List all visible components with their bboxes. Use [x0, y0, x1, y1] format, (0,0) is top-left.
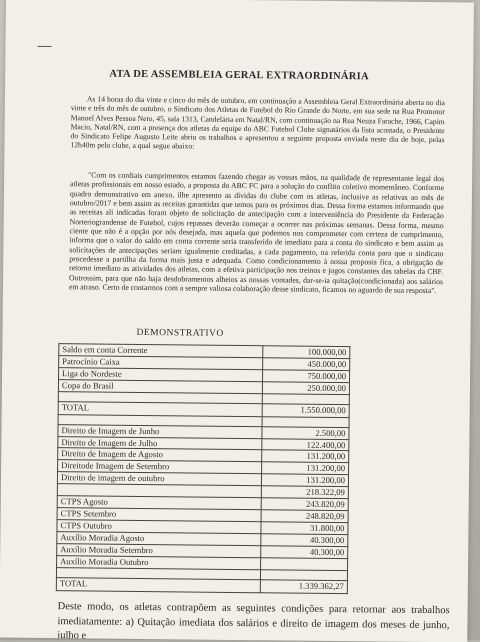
row-label: Auxílio Moradia Setembro	[57, 543, 261, 557]
row-value: 250.000,00	[262, 381, 349, 394]
demonstrativo-label: DEMONSTRATIVO	[136, 327, 224, 339]
row-value: 131.200,00	[262, 450, 349, 463]
row-value: 218.322,09	[261, 486, 348, 499]
row-value: 243.820,09	[261, 498, 348, 511]
row-value: 750.000,00	[263, 370, 350, 383]
total-value: 1.550.000,00	[262, 403, 349, 417]
row-label: Direito de Imagem de Junho	[58, 424, 262, 438]
document-title: ATA DE ASSEMBLEIA GERAL EXTRAORDINÁRIA	[109, 68, 370, 83]
row-value: 100.000,00	[263, 346, 350, 359]
total-label: TOTAL	[58, 401, 262, 416]
page-mark	[37, 46, 51, 47]
row-value	[261, 557, 348, 570]
row-value: 450.000,00	[263, 358, 350, 371]
row-label: Copa do Brasil	[58, 379, 262, 393]
demonstrativo-table	[56, 343, 351, 594]
row-value: 31.800,00	[261, 522, 348, 535]
row-value: 131.200,00	[262, 462, 349, 475]
row-value: 131.200,00	[261, 474, 348, 487]
row-label: Direito de Imagem de Agosto	[58, 448, 262, 462]
row-label: Saldo em conta Corrente	[59, 344, 263, 358]
table-row-total	[56, 577, 347, 593]
closing-paragraph: Deste modo, os atletas contrapõem as seguintes condições para retornar aos trabalhos imediatamente: a) Quitação imediata dos salários e direito de imagem dos meses de junho, julho e	[57, 601, 450, 642]
row-label: CTPS Outubro	[57, 519, 261, 533]
row-label: Auxílio Moradia Agosto	[57, 531, 261, 545]
row-label: Direitode Imagem de Setembro	[58, 460, 262, 474]
row-label: Patrocínio Caixa	[59, 356, 263, 370]
total-value: 1.339.362,27	[260, 579, 347, 593]
row-label: CTPS Agosto	[57, 496, 261, 510]
row-value: 2.500,00	[262, 426, 349, 439]
row-label: Liga do Nordeste	[59, 367, 263, 381]
row-value: 40.300,00	[261, 534, 348, 547]
opening-paragraph: As 14 horas do dia vinte e cinco do mês de outubro, em continuação a Assembleia Geral Extraordinária aberta no dia vinte e três do mês de outubro, o Sindicato dos Atletas de Futebol do Rio Grande do Norte, em sua sede na Rua Promotor Manoel Alves Pessoa Neto, 45, sala 1313, Candelária em Natal/RN, com continuação na Rua Neuza Farache, 1966, Capim Macio, Natal/RN, com a presença dos atletas da equipe do ABC Futebol Clube signatários da lista acostada, o Presidente do Sindicato Felipe Augusto Leite abriu os trabalhos e apresentou a seguinte proposta enviada neste dia de hoje, pelas 12h40m pelo clube, a qual segue abaixo:	[70, 94, 445, 152]
row-value: 248.820,09	[261, 510, 348, 523]
row-label: Direito de imagem de outubro	[57, 472, 261, 486]
proposal-paragraph: "Com os cordiais cumprimentos estamos fazendo chegar as vossas mãos, na qualidade de representante legal dos atletas profissionais em nosso estado, a proposta do ABC FC para a solução do conflito coletivo momentâneo. Conforme quadro demonstrativo em anexo, ilhe apresento as dívidas do clube com os atletas, inclusive as relativas ao mês de outubro/2017 e bem assim as receitas garantidas que temos para os próximos dias. Dessa forma estamos informando que as receitas ali indicadas foram objeto de solicitação de antecipação com a interveniência do Presidente da Federação Norteriograndense de Futebol, cujos repasses deverão começar a ocorrer nas próximas semanas. Dessa forma, mesmo ciente que não é a opção por nós desejada, mas aquela que podemos nos comprometer com certeza de cumprimento, informa que o valor do saldo em conta corrente seria transferido de imediato para a conta do sindicato e bem assim as solicitações de antecipações seriam igualmente creditadas, a cada pagamento, na referida conta para que o sindicato procedesse a partilha da forma mais justa e adequada. Como condicionamento à nossa proposta fica, a obrigação de retorno imediato as atividades dos atletas, com a efetiva participação nos treinos e jogos constantes das tabelas da CBF. Outrossim, para que não haja desdobramentos alheios as nossas vontades, dar-se-ia quitação(condicionada) aos salários em atraso. Certo de contarmos com a sempre valiosa colaboração desse sindicato, ficamos no aguardo de sua resposta".	[68, 170, 445, 296]
total-label: TOTAL	[56, 577, 260, 592]
row-label: CTPS Setembro	[57, 508, 261, 522]
row-value: 122.400,00	[262, 438, 349, 451]
row-value: 40.300,00	[261, 545, 348, 558]
row-label: Auxílio Moradia Outubro	[57, 555, 261, 569]
row-label: Direito de Imagem de Julho	[58, 436, 262, 450]
